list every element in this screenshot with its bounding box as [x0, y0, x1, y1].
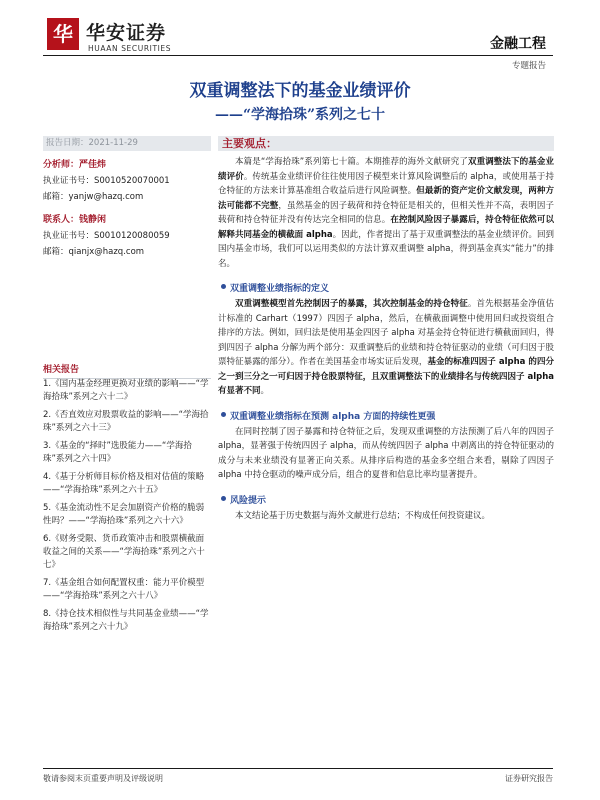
related-report-item[interactable]: 2.《否直效应对股票收益的影响——“学海拾珠”系列之六十三》 [43, 410, 209, 433]
summary-text-4: 。因此，作者提出了基于双重调整法的基金业绩评价。回到国内基金市场，我们可以运用类似的方法计算双重调整 alpha，得到基金真实“能力”的排名。 [218, 229, 554, 269]
related-report-item[interactable]: 7.《基金组合如何配置权重：能力平价模型——“学海拾珠”系列之六十八》 [43, 578, 205, 601]
report-category: 金融工程 [490, 36, 546, 52]
contact-email: 邮箱：qianjx@hazq.com [43, 247, 145, 257]
related-report-item[interactable]: 4.《基于分析师目标价格及相对估值的策略——“学海拾珠”系列之六十五》 [43, 472, 205, 495]
contact-name: 联系人：钱静闲 [43, 215, 107, 225]
report-subtitle: ——“学海拾珠”系列之七十 [214, 107, 386, 123]
related-report-item[interactable]: 1.《国内基金经理更换对业绩的影响——“学海拾珠”系列之六十二》 [43, 379, 209, 402]
company-name-cn: 华安证券 [86, 22, 167, 44]
report-title: 双重调整法下的基金业绩评价 [189, 81, 411, 101]
sidebar [43, 136, 211, 257]
company-logo-icon [47, 18, 79, 50]
section1-bold-1: 双重调整模型首先控制因子的暴露，其次控制基金的持仓特征 [235, 299, 468, 309]
company-name-en: HUAAN SECURITIES [88, 44, 172, 53]
summary-text-1: 本篇是“学海拾珠”系列第七十篇。本期推荐的海外文献研究了 [235, 157, 468, 167]
footer-disclaimer: 敬请参阅末页重要声明及评级说明 [43, 774, 163, 783]
section-title-persistence: 双重调整业绩指标在预测 alpha 方面的持续性更强 [218, 409, 554, 422]
related-reports-list [43, 378, 211, 639]
section1-text-2: 。 [260, 386, 270, 396]
related-reports-title: 相关报告 [43, 362, 211, 379]
related-report-item[interactable]: 5.《基金流动性不足会加剧资产价格的脆弱性吗？——“学海拾珠”系列之六十六》 [43, 503, 205, 526]
section-paragraph-persistence: 在同时控制了因子暴露和持仓特征之后，发现双重调整的方法预测了后八年的四因子 alpha，显著强于传统四因子 alpha，而从传统四因子 alpha 中剥离出的持仓特征驱动的成分与未来业绩没有显著正向关系。从排序后构造的基金多空组合来看，剔除了四因子 alpha 中持仓驱动的噪声成分后，组合的夏普和信息比率均显著提升。 [218, 426, 554, 480]
analyst-name: 分析师：严佳炜 [43, 160, 107, 170]
summary-paragraph [218, 155, 554, 271]
summary-header [218, 136, 554, 151]
summary-text-3: ，虽然基金的因子载荷和持仓特征是相关的，但相关性并不高，表明因子载荷和持仓特征并没有传达完全相同的信息。 [218, 200, 554, 225]
summary-title: 主要观点： [222, 137, 277, 150]
section1-text-1: 。首先根据基金净值估计标准的 Carhart（1997）四因子 alpha，然后，在横截面调整中使用回归或投资组合排序的方法。例如，回归法是使用基金四因子 alpha 对基金持仓特征进行横截面回归，得到四因子 alpha 分解为两个部分：双重调整后的业绩和持仓特征驱动的业绩（可归因于股票特征暴露的部分）。作者在美国基金市场实证后发现， [218, 299, 554, 367]
footer-label: 证券研究报告 [505, 774, 553, 783]
related-report-item[interactable]: 6.《财务受限、货币政策冲击和股票横截面收益之间的关系——“学海拾珠”系列之六十七》 [43, 534, 205, 570]
main-content [218, 136, 554, 523]
summary-bold-1: 双重调整法下的基金业绩评价 [218, 157, 554, 182]
summary-text-2: 。传统基金业绩评价往往使用因子模型来计算风险调整后的 alpha，或使用基于持仓特征的方法来计算基准组合收益后进行风险调整。 [218, 171, 554, 196]
section-paragraph-definition [218, 297, 554, 399]
report-type: 专题报告 [511, 61, 546, 71]
summary-bold-2: 但最新的资产定价文献发现，两种方法可能都不完整 [218, 186, 554, 211]
summary-bold-3: 在控制风险因子暴露后，持仓特征依然可以解释共同基金的横截面 alpha [218, 215, 554, 240]
footer-divider [43, 768, 553, 769]
section-title-risk: 风险提示 [218, 493, 554, 506]
report-date: 报告日期：2021-11-29 [43, 136, 211, 151]
section-paragraph-risk: 本文结论基于历史数据与海外文献进行总结；不构成任何投资建议。 [235, 510, 491, 521]
section-title-definition: 双重调整业绩指标的定义 [218, 281, 554, 294]
logo-glyph: 华 [53, 22, 73, 46]
page-header [0, 0, 600, 72]
header-divider [43, 55, 553, 56]
related-report-item[interactable]: 3.《基金的“择时”选股能力——“学海拾珠”系列之六十四》 [43, 441, 192, 464]
analyst-email: 邮箱：yanjw@hazq.com [43, 192, 144, 202]
related-report-item[interactable]: 8.《持仓技术相似性与共同基金业绩——“学海拾珠”系列之六十九》 [43, 609, 209, 632]
contact-cert: 执业证书号：S0010120080059 [43, 231, 170, 241]
section1-bold-2: 基金的标准四因子 alpha 的四分之一到三分之一可归因于持仓股票特征，且双重调整法下的业绩排名与传统四因子 alpha 有显著不同 [218, 357, 554, 396]
analyst-cert: 执业证书号：S0010520070001 [43, 176, 170, 186]
